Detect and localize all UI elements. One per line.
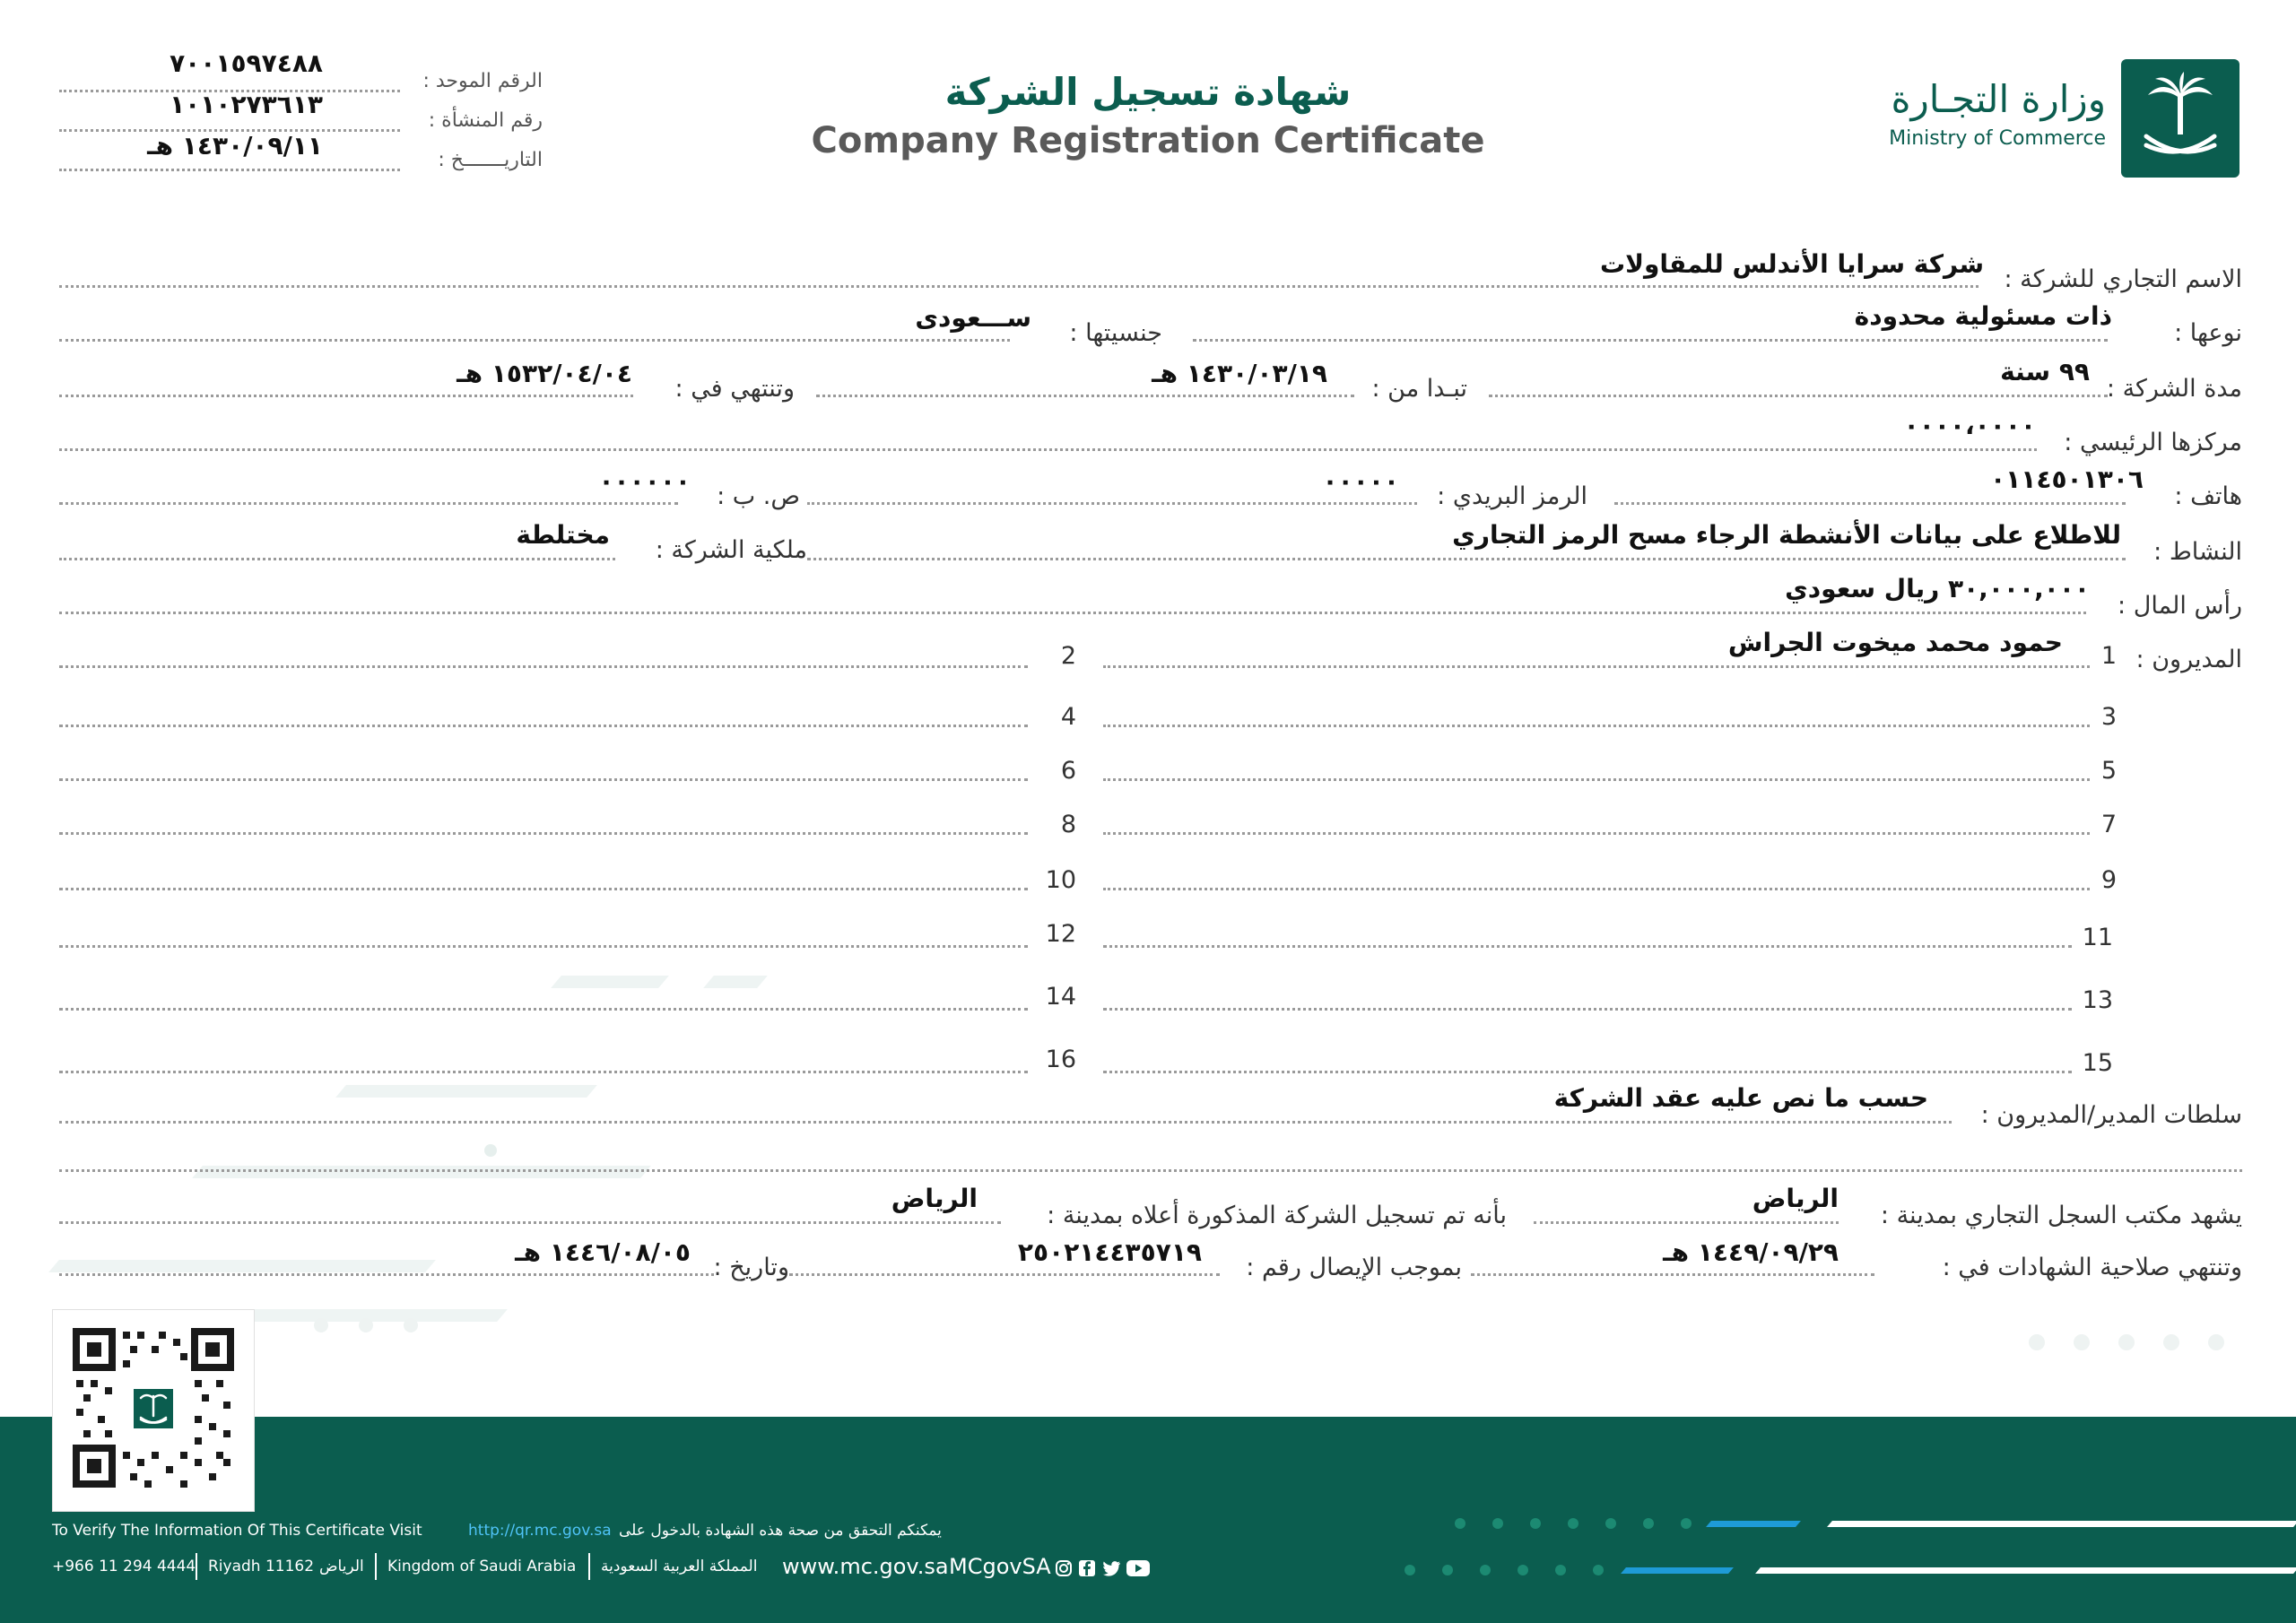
po-box-value: ٠٠٠٠٠٠ — [598, 466, 691, 496]
manager-number: 16 — [1045, 1046, 1076, 1073]
divider-dots — [59, 612, 2086, 614]
divider-dots — [1103, 665, 2090, 668]
divider-dots — [59, 1008, 1028, 1011]
type-value: ذات مسئولية محدودة — [1854, 301, 2112, 331]
nationality-label: جنسيتها : — [1069, 319, 1162, 347]
verify-url-link[interactable]: http://qr.mc.gov.sa — [468, 1522, 612, 1540]
divider-dots — [1103, 778, 2090, 781]
hq-label: مركزها الرئيسي : — [2064, 429, 2242, 456]
receipt-date-value: ١٤٤٦/٠٨/٠٥ هـ — [515, 1237, 691, 1267]
qr-code-icon — [53, 1310, 254, 1511]
duration-label: مدة الشركة : — [2106, 375, 2242, 403]
validity-value: ١٤٤٩/٠٩/٢٩ هـ — [1663, 1237, 1839, 1267]
divider-dots — [789, 1273, 1220, 1276]
divider-dots — [1103, 1008, 2072, 1011]
manager-number: 12 — [1045, 920, 1076, 948]
divider-dots — [59, 832, 1028, 835]
end-label: وتنتهي في : — [674, 375, 795, 403]
date-label: التاريـــــــخ : — [438, 149, 543, 171]
manager-number: 4 — [1060, 703, 1076, 731]
hq-value: ٠٠٠٠،٠٠٠٠ — [1903, 411, 2036, 440]
ministry-name-en: Ministry of Commerce — [1889, 127, 2106, 150]
divider-dots — [59, 945, 1028, 948]
office-city-label: يشهد مكتب السجل التجاري بمدينة : — [1880, 1202, 2242, 1229]
end-value: ١٥٣٢/٠٤/٠٤ هـ — [457, 359, 632, 388]
divider-dots — [59, 285, 1979, 288]
divider-dots — [59, 395, 633, 397]
footer-separator — [588, 1553, 590, 1580]
divider-dots — [59, 1169, 2242, 1172]
palm-swords-emblem — [2121, 59, 2239, 178]
manager-number: 7 — [2100, 811, 2117, 838]
start-label: تبـدا من : — [1371, 375, 1467, 403]
phone-label: هاتف : — [2174, 482, 2242, 510]
divider-dots — [59, 169, 400, 171]
decorative-streak — [48, 1260, 436, 1272]
manager-number: 3 — [2100, 703, 2117, 731]
capital-value: ٣٠,٠٠٠,٠٠٠ ريال سعودي — [1785, 574, 2090, 603]
page-title-ar: شهادة تسجيل الشركة — [944, 70, 1352, 114]
footer-country-en: Kingdom of Saudi Arabia — [387, 1558, 577, 1575]
ministry-logo — [2121, 59, 2239, 178]
verify-text-ar: يمكنكم التحقق من صحة هذه الشهادة بالدخول على — [619, 1522, 942, 1540]
manager-number: 8 — [1060, 811, 1076, 838]
establishment-number-value: ١٠١٠٢٧٣٦١٣ — [170, 90, 323, 119]
phone-value: ٠١١٤٥٠١٣٠٦ — [1990, 464, 2144, 494]
manager-name: حمود محمد ميخوت الجراش — [1727, 628, 2063, 657]
divider-dots — [59, 502, 678, 505]
decorative-streak — [551, 976, 669, 988]
footer-city-ar: الرياض — [319, 1558, 364, 1575]
divider-dots — [59, 725, 1028, 727]
authority-value: حسب ما نص عليه عقد الشركة — [1553, 1083, 1928, 1113]
registered-city-label: بأنه تم تسجيل الشركة المذكورة أعلاه بمدينة : — [1047, 1202, 1507, 1229]
footer-website-link[interactable]: www.mc.gov.sa — [782, 1554, 949, 1579]
divider-dots — [59, 778, 1028, 781]
divider-dots — [59, 1273, 714, 1276]
postal-code-label: الرمز البريدي : — [1437, 482, 1587, 510]
page-title-en: Company Registration Certificate — [811, 120, 1485, 161]
divider-dots — [59, 448, 2037, 451]
manager-number: 13 — [2082, 986, 2113, 1014]
divider-dots — [59, 1221, 1001, 1224]
divider-dots — [1103, 945, 2072, 948]
divider-dots — [59, 339, 1010, 342]
qr-code[interactable] — [52, 1309, 255, 1512]
manager-number: 5 — [2100, 757, 2117, 785]
start-value: ١٤٣٠/٠٣/١٩ هـ — [1152, 359, 1327, 388]
type-label: نوعها : — [2174, 319, 2242, 347]
divider-dots — [1614, 502, 2126, 505]
twitter-icon[interactable] — [1101, 1559, 1121, 1577]
manager-number: 6 — [1060, 757, 1076, 785]
divider-dots — [59, 1121, 1952, 1124]
divider-dots — [59, 888, 1028, 890]
establishment-number-label: رقم المنشأة : — [428, 109, 543, 132]
postal-code-value: ٠٠٠٠٠ — [1322, 466, 1399, 496]
divider-dots — [1103, 1071, 2072, 1073]
footer-separator — [196, 1553, 197, 1580]
manager-number: 10 — [1045, 866, 1076, 894]
divider-dots — [59, 1071, 1028, 1073]
divider-dots — [1471, 1273, 1874, 1276]
date-value: ١٤٣٠/٠٩/١١ هـ — [147, 131, 323, 161]
manager-number: 1 — [2100, 642, 2117, 670]
capital-label: رأس المال : — [2118, 592, 2242, 620]
validity-label: وتنتهي صلاحية الشهادات في : — [1942, 1254, 2242, 1281]
instagram-icon[interactable] — [1055, 1559, 1073, 1577]
divider-dots — [1534, 1221, 1839, 1224]
unified-number-value: ٧٠٠١٥٩٧٤٨٨ — [170, 48, 323, 78]
divider-dots — [59, 665, 1028, 668]
registered-city-value: الرياض — [891, 1184, 978, 1213]
decorative-streak — [335, 1085, 597, 1098]
verify-text-en: To Verify The Information Of This Certificate Visit — [52, 1522, 422, 1540]
trade-name-value: شركة سرايا الأندلس للمقاولات — [1599, 249, 1984, 279]
authority-label: سلطات المدير/المديرون : — [1980, 1101, 2242, 1129]
footer — [0, 1417, 2296, 1623]
ministry-name-ar: وزارة التجـارة — [1891, 77, 2106, 121]
divider-dots — [59, 558, 615, 560]
divider-dots — [1193, 339, 2108, 342]
facebook-icon[interactable] — [1078, 1559, 1096, 1577]
footer-handle: MCgovSA — [949, 1554, 1051, 1579]
managers-label: المديرون : — [2135, 646, 2242, 673]
activity-value: للاطلاع على بيانات الأنشطة الرجاء مسح الرمز التجاري — [1452, 520, 2121, 550]
ownership-label: ملكية الشركة : — [655, 536, 807, 564]
receipt-date-label: وتاريخ : — [713, 1254, 789, 1281]
unified-number-label: الرقم الموحد : — [422, 70, 543, 92]
manager-number: 9 — [2100, 866, 2117, 894]
nationality-value: ســـعودى — [915, 303, 1031, 333]
divider-dots — [816, 395, 1354, 397]
decorative-streak — [703, 976, 768, 988]
trade-name-label: الاسم التجاري للشركة : — [2004, 265, 2242, 293]
manager-number: 2 — [1060, 642, 1076, 670]
divider-dots — [807, 558, 2126, 560]
divider-dots — [1103, 725, 2090, 727]
divider-dots — [1489, 395, 2108, 397]
youtube-icon[interactable] — [1126, 1560, 1150, 1576]
footer-city-en: Riyadh 11162 — [208, 1558, 315, 1575]
decorative-streak — [192, 1166, 651, 1178]
divider-dots — [1103, 832, 2090, 835]
manager-number: 14 — [1045, 983, 1076, 1011]
activity-label: النشاط : — [2153, 538, 2242, 566]
receipt-value: ٢٥٠٢١٤٤٣٥٧١٩ — [1017, 1237, 1202, 1267]
divider-dots — [807, 502, 1417, 505]
office-city-value: الرياض — [1752, 1184, 1839, 1213]
po-box-label: ص. ب : — [717, 482, 800, 510]
footer-separator — [375, 1553, 377, 1580]
divider-dots — [1103, 888, 2090, 890]
footer-phone: +966 11 294 4444 — [52, 1558, 196, 1575]
duration-value: ٩٩ سنة — [2000, 357, 2090, 386]
manager-number: 15 — [2082, 1049, 2113, 1077]
manager-number: 11 — [2082, 924, 2113, 951]
ownership-value: مختلطة — [516, 520, 610, 550]
receipt-label: بموجب الإيصال رقم : — [1246, 1254, 1462, 1281]
footer-country-ar: المملكة العربية السعودية — [601, 1558, 758, 1575]
